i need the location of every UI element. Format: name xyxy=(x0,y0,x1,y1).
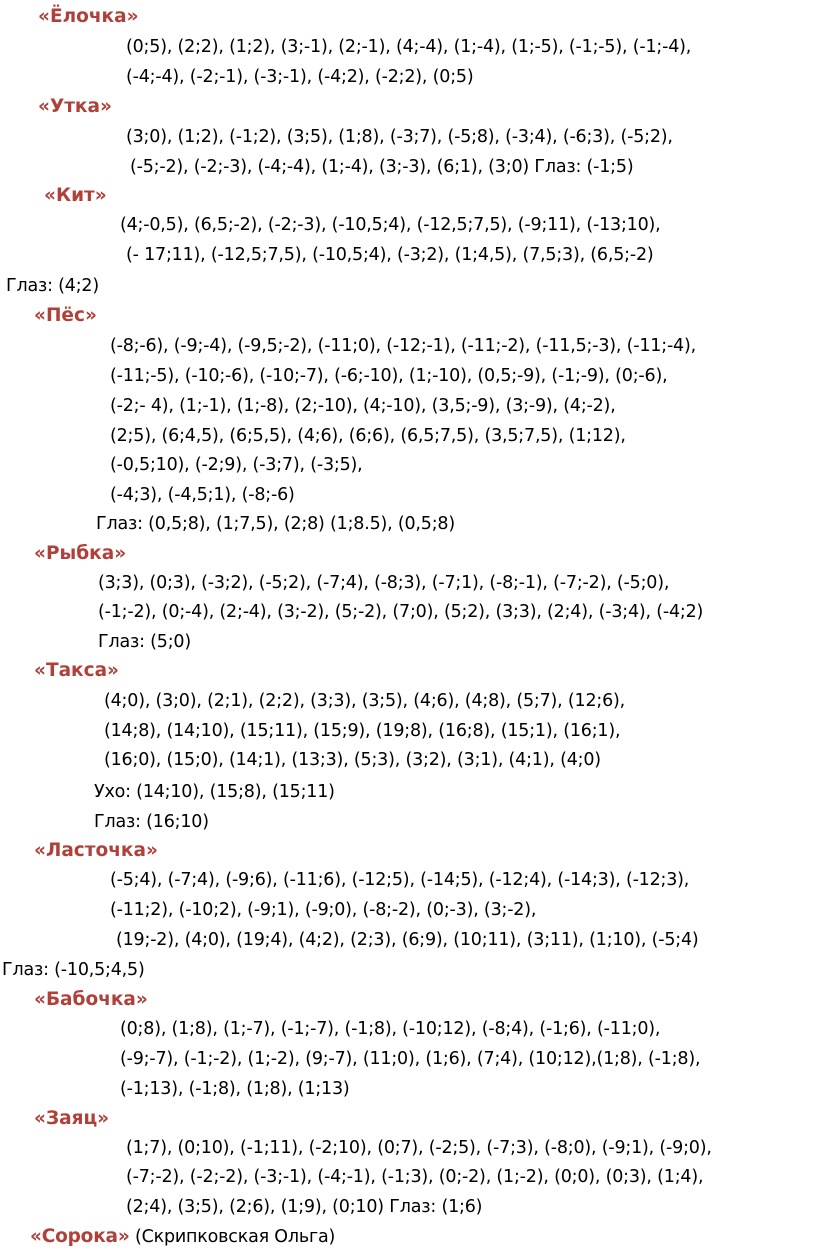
section-title-soroka: «Сорока» xyxy=(30,1226,130,1247)
coords-line: (-5;4), (-7;4), (-9;6), (-11;6), (-12;5), (-14;5), (-12;4), (-14;3), (-12;3), xyxy=(110,870,690,890)
coords-line: (1;7), (0;10), (-1;11), (-2;10), (0;7), (-2;5), (-7;3), (-8;0), (-9;1), (-9;0), xyxy=(126,1138,712,1158)
coords-line: (-11;-5), (-10;-6), (-10;-7), (-6;-10), (1;-10), (0,5;-9), (-1;-9), (0;-6), xyxy=(110,366,668,386)
section-title-lastochka: «Ласточка» xyxy=(34,840,158,861)
coords-line: (0;8), (1;8), (1;-7), (-1;-7), (-1;8), (-10;12), (-8;4), (-1;6), (-11;0), xyxy=(120,1019,661,1039)
coords-line: (0;5), (2;2), (1;2), (3;-1), (2;-1), (4;-4), (1;-4), (1;-5), (-1;-5), (-1;-4), xyxy=(126,37,692,57)
coords-line: (14;8), (14;10), (15;11), (15;9), (19;8), (16;8), (15;1), (16;1), xyxy=(104,721,621,741)
eye-line: Глаз: (0,5;8), (1;7,5), (2;8) (1;8.5), (0,5;8) xyxy=(96,514,455,534)
eye-line: Глаз: (16;10) xyxy=(94,812,209,832)
section-title-taksa: «Такса» xyxy=(34,660,120,681)
section-title-pes: «Пёс» xyxy=(34,305,97,326)
coords-line: (-0,5;10), (-2;9), (-3;7), (-3;5), xyxy=(110,455,363,475)
coords-line: (-5;-2), (-2;-3), (-4;-4), (1;-4), (3;-3), (6;1), (3;0) Глаз: (-1;5) xyxy=(130,157,634,177)
section-title-kit: «Кит» xyxy=(44,185,107,206)
coords-line: (-7;-2), (-2;-2), (-3;-1), (-4;-1), (-1;3), (0;-2), (1;-2), (0;0), (0;3), (1;4), xyxy=(126,1167,704,1187)
coords-line: (-11;2), (-10;2), (-9;1), (-9;0), (-8;-2), (0;-3), (3;-2), xyxy=(110,900,537,920)
section-title-utka: «Утка» xyxy=(38,96,112,117)
coords-line: (-2;- 4), (1;-1), (1;-8), (2;-10), (4;-10), (3,5;-9), (3;-9), (4;-2), xyxy=(110,396,616,416)
section-title-elochka: «Ёлочка» xyxy=(38,6,139,27)
footer-line xyxy=(30,1226,335,1248)
coords-line: (19;-2), (4;0), (19;4), (4;2), (2;3), (6;9), (10;11), (3;11), (1;10), (-5;4) xyxy=(116,930,699,950)
coords-line: (3;3), (0;3), (-3;2), (-5;2), (-7;4), (-8;3), (-7;1), (-8;-1), (-7;-2), (-5;0), xyxy=(98,573,670,593)
coords-line: (-9;-7), (-1;-2), (1;-2), (9;-7), (11;0), (1;6), (7;4), (10;12),(1;8), (-1;8), xyxy=(120,1049,701,1069)
coords-line: (-1;-2), (0;-4), (2;-4), (3;-2), (5;-2), (7;0), (5;2), (3;3), (2;4), (-3;4), (-4;2) xyxy=(98,602,704,622)
coords-line: (-8;-6), (-9;-4), (-9,5;-2), (-11;0), (-12;-1), (-11;-2), (-11,5;-3), (-11;-4), xyxy=(110,336,696,356)
section-title-babochka: «Бабочка» xyxy=(34,989,148,1010)
section-title-rybka: «Рыбка» xyxy=(34,543,127,564)
coords-line: (4;-0,5), (6,5;-2), (-2;-3), (-10,5;4), (-12,5;7,5), (-9;11), (-13;10), xyxy=(120,215,661,235)
section-title-zayats: «Заяц» xyxy=(34,1108,110,1129)
coords-line: (16;0), (15;0), (14;1), (13;3), (5;3), (3;2), (3;1), (4;1), (4;0) xyxy=(104,750,601,770)
eye-line: Глаз: (5;0) xyxy=(98,632,191,652)
eye-line: Глаз: (4;2) xyxy=(6,276,99,296)
coords-line: (-4;3), (-4,5;1), (-8;-6) xyxy=(110,485,295,505)
coords-line: (-1;13), (-1;8), (1;8), (1;13) xyxy=(120,1079,350,1099)
coords-line: (2;5), (6;4,5), (6;5,5), (4;6), (6;6), (6,5;7,5), (3,5;7,5), (1;12), xyxy=(110,426,626,446)
ear-line: Ухо: (14;10), (15;8), (15;11) xyxy=(94,782,335,802)
coords-line: (- 17;11), (-12,5;7,5), (-10,5;4), (-3;2), (1;4,5), (7,5;3), (6,5;-2) xyxy=(126,245,654,265)
coords-line: (4;0), (3;0), (2;1), (2;2), (3;3), (3;5), (4;6), (4;8), (5;7), (12;6), xyxy=(104,691,626,711)
eye-line: Глаз: (-10,5;4,5) xyxy=(2,960,145,980)
coords-line: (3;0), (1;2), (-1;2), (3;5), (1;8), (-3;7), (-5;8), (-3;4), (-6;3), (-5;2), xyxy=(126,127,673,147)
coords-line: (-4;-4), (-2;-1), (-3;-1), (-4;2), (-2;2), (0;5) xyxy=(126,67,474,87)
author-credit: (Скрипковская Ольга) xyxy=(129,1227,336,1247)
coords-line: (2;4), (3;5), (2;6), (1;9), (0;10) Глаз: (1;6) xyxy=(126,1197,483,1217)
